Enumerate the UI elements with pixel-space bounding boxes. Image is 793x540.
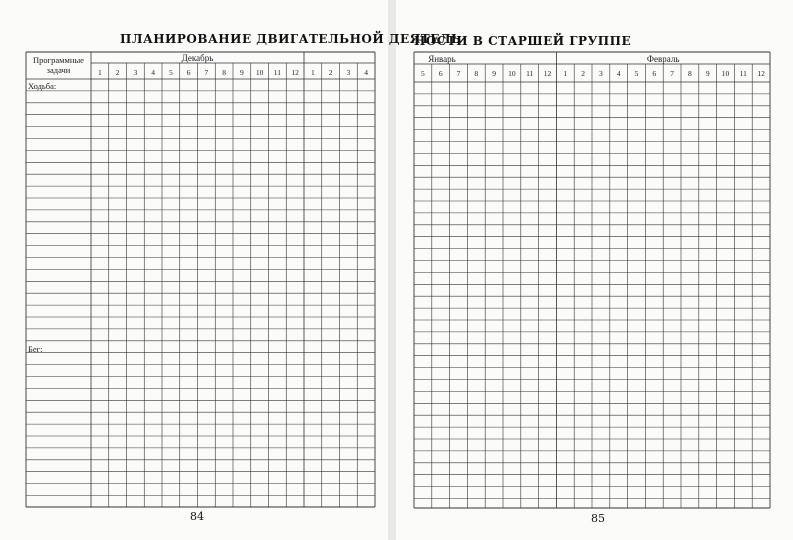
- right-page-number: 85: [591, 512, 605, 525]
- day-number-label: 7: [456, 69, 461, 78]
- day-number-label: 1: [98, 68, 102, 77]
- day-number-label: 4: [364, 68, 368, 77]
- section-label-walking: Ходьба:: [28, 81, 57, 91]
- day-number-label: 1: [563, 69, 568, 78]
- header-label-line1: Программные: [33, 55, 84, 65]
- left-page-number: 84: [190, 510, 204, 523]
- day-number-label: 5: [421, 69, 425, 78]
- day-number-label: 9: [492, 69, 496, 78]
- right-page-title: НОСТИ В СТАРШЕЙ ГРУППЕ: [414, 34, 632, 48]
- month-label-february: Февраль: [646, 54, 680, 64]
- day-number-label: 4: [151, 68, 155, 77]
- day-number-label: 10: [508, 69, 516, 78]
- day-number-label: 6: [186, 68, 191, 77]
- day-number-label: 9: [240, 68, 244, 77]
- day-number-label: 10: [255, 68, 264, 77]
- day-number-label: 12: [543, 69, 552, 78]
- day-number-label: 10: [721, 69, 730, 78]
- day-number-label: 8: [688, 69, 692, 78]
- day-number-label: 2: [581, 69, 585, 78]
- day-number-label: 11: [526, 69, 534, 78]
- day-number-label: 8: [222, 68, 226, 77]
- day-number-label: 3: [599, 69, 603, 78]
- day-number-label: 2: [115, 68, 120, 77]
- header-label-line2: задачи: [46, 65, 71, 75]
- day-number-label: 9: [705, 69, 710, 78]
- day-number-label: 12: [757, 69, 765, 78]
- day-number-label: 5: [169, 68, 173, 77]
- left-page-title: ПЛАНИРОВАНИЕ ДВИГАТЕЛЬНОЙ ДЕЯТЕЛЬ: [120, 32, 462, 46]
- day-number-label: 7: [204, 68, 209, 77]
- day-number-label: 6: [438, 69, 443, 78]
- day-number-label: 7: [670, 69, 674, 78]
- day-number-label: 3: [346, 68, 351, 77]
- day-number-label: 4: [616, 69, 621, 78]
- day-number-label: 3: [133, 68, 138, 77]
- day-number-label: 2: [328, 68, 333, 77]
- day-number-label: 12: [291, 68, 299, 77]
- month-label: Декабрь: [181, 53, 214, 63]
- month-label-january: Январь: [428, 54, 456, 64]
- section-label-running: Бег:: [28, 344, 43, 354]
- day-number-label: 5: [634, 69, 639, 78]
- day-number-label: 1: [311, 68, 315, 77]
- day-number-label: 11: [739, 69, 747, 78]
- day-number-label: 11: [273, 68, 281, 77]
- day-number-label: 6: [652, 69, 657, 78]
- day-number-label: 8: [474, 69, 479, 78]
